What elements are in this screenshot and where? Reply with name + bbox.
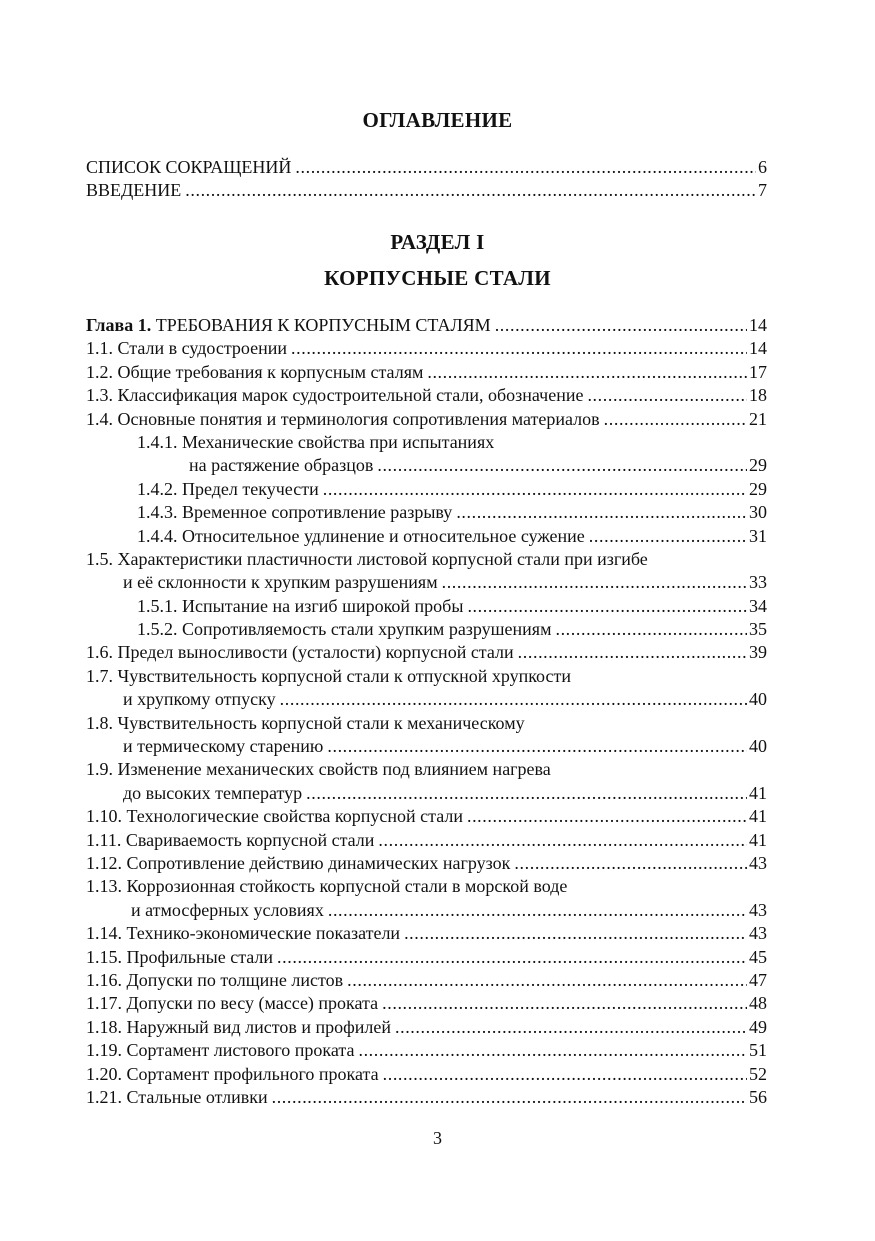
toc-entry-page: 39 (749, 642, 767, 663)
toc-entry-page: 41 (749, 806, 767, 827)
leader-dots (587, 384, 747, 407)
leader-dots (277, 946, 747, 969)
toc-entry-page: 30 (749, 502, 767, 523)
toc-entry[interactable] (86, 805, 767, 828)
toc-entry-page: 52 (749, 1063, 767, 1084)
toc-entry-label: ВВЕДЕНИЕ (86, 180, 182, 201)
toc-entry-label: и её склонности к хрупким разрушениям (123, 572, 438, 593)
toc-entry-label: 1.16. Допуски по толщине листов (86, 969, 344, 990)
toc-entry-label: 1.9. Изменение механических свойств под влиянием нагрева (86, 759, 551, 780)
toc-entry[interactable] (86, 1086, 767, 1109)
leader-dots (555, 618, 747, 641)
toc-entry-label: 1.19. Сортамент листового проката (86, 1040, 355, 1061)
toc-entry[interactable] (86, 688, 767, 711)
toc-entry-label: и хрупкому отпуску (123, 689, 276, 710)
toc-entry-page: 47 (749, 969, 767, 990)
leader-dots (306, 782, 747, 805)
toc-entry-label: 1.17. Допуски по весу (массе) проката (86, 993, 379, 1014)
toc-entry[interactable] (86, 571, 767, 594)
toc-entry-label: 1.15. Профильные стали (86, 946, 274, 967)
toc-entry-page: 14 (749, 338, 767, 359)
leader-dots (404, 922, 747, 945)
toc-entry[interactable] (86, 782, 767, 805)
toc-entry-heading[interactable] (86, 758, 767, 781)
toc-entry-label: 1.18. Наружный вид листов и профилей (86, 1016, 391, 1037)
chapter-contents (86, 314, 767, 1109)
leader-dots (442, 571, 747, 594)
toc-entry-heading[interactable] (86, 665, 767, 688)
toc-entry-page: 29 (749, 455, 767, 476)
toc-entry-page: 33 (749, 572, 767, 593)
leader-dots (382, 992, 747, 1015)
toc-entry-label: 1.14. Технико-экономические показатели (86, 923, 401, 944)
toc-entry[interactable] (86, 337, 767, 360)
leader-dots (395, 1016, 747, 1039)
toc-entry-page: 35 (749, 619, 767, 640)
page-title: ОГЛАВЛЕНИЕ (362, 108, 513, 132)
toc-entry-page: 17 (749, 361, 767, 382)
toc-entry-page: 21 (749, 408, 767, 429)
chapter-label (86, 314, 495, 337)
leader-dots (291, 337, 747, 360)
toc-entry[interactable] (86, 408, 767, 431)
leader-dots (383, 1063, 747, 1086)
leader-dots (377, 454, 747, 477)
toc-entry-label: 1.4. Основные понятия и терминология сопротивления материалов (86, 408, 600, 429)
leader-dots (185, 179, 756, 202)
toc-entry-page: 18 (749, 385, 767, 406)
toc-entry-page: 48 (749, 993, 767, 1014)
toc-entry[interactable] (86, 1063, 767, 1086)
toc-entry-label: 1.12. Сопротивление действию динамических нагрузок (86, 852, 511, 873)
toc-entry[interactable] (86, 156, 767, 179)
leader-dots (347, 969, 747, 992)
toc-entry-page: 6 (758, 157, 767, 177)
toc-entry-label: 1.1. Стали в судостроении (86, 338, 288, 359)
toc-entry-label: и атмосферных условиях (131, 899, 324, 920)
toc-entry-page: 40 (749, 689, 767, 710)
toc-entry-heading[interactable] (86, 431, 767, 454)
leader-dots (514, 852, 747, 875)
toc-entry-label: и термическому старению (123, 736, 324, 757)
toc-entry-label: 1.5.1. Испытание на изгиб широкой пробы (137, 595, 464, 616)
leader-dots (327, 735, 747, 758)
front-matter-list (86, 156, 767, 203)
leader-dots (604, 408, 747, 431)
leader-dots (328, 899, 747, 922)
toc-entry-label: 1.4.4. Относительное удлинение и относительное сужение (137, 525, 585, 546)
toc-entry[interactable] (86, 992, 767, 1015)
toc-entry-label: 1.5. Характеристики пластичности листовой корпусной стали при изгибе (86, 548, 648, 569)
toc-entry[interactable] (86, 501, 767, 524)
toc-entry-page: 56 (749, 1086, 767, 1107)
leader-dots (495, 314, 747, 337)
toc-entry-label: 1.4.2. Предел текучести (137, 478, 319, 499)
toc-entry[interactable] (86, 946, 767, 969)
toc-entry-page: 34 (749, 595, 767, 616)
toc-entry[interactable] (86, 922, 767, 945)
toc-entry[interactable] (86, 478, 767, 501)
toc-entry[interactable] (86, 595, 767, 618)
leader-dots (427, 361, 747, 384)
leader-dots (280, 688, 747, 711)
leader-dots (272, 1086, 747, 1109)
toc-entry[interactable] (86, 525, 767, 548)
toc-entry-label: 1.5.2. Сопротивляемость стали хрупким разрушениям (137, 619, 552, 640)
toc-entry[interactable] (86, 361, 767, 384)
toc-entry[interactable] (86, 384, 767, 407)
section-title: КОРПУСНЫЕ СТАЛИ (324, 266, 551, 290)
toc-entry-heading[interactable] (86, 875, 767, 898)
toc-entry[interactable] (86, 852, 767, 875)
toc-entry-heading[interactable] (86, 712, 767, 735)
toc-entry[interactable] (86, 1016, 767, 1039)
toc-entry-label: 1.20. Сортамент профильного проката (86, 1063, 379, 1084)
toc-entry-label: СПИСОК СОКРАЩЕНИЙ (86, 157, 292, 177)
section-number: РАЗДЕЛ I (390, 230, 485, 254)
leader-dots (295, 156, 756, 179)
toc-entry-page: 43 (749, 899, 767, 920)
toc-entry-label: 1.13. Коррозионная стойкость корпусной стали в морской воде (86, 876, 568, 897)
toc-entry[interactable] (86, 829, 767, 852)
toc-entry[interactable] (86, 454, 767, 477)
leader-dots (589, 525, 747, 548)
toc-entry[interactable] (86, 179, 767, 202)
chapter-title: ТРЕБОВАНИЯ К КОРПУСНЫМ СТАЛЯМ (155, 315, 491, 335)
toc-entry-label: 1.7. Чувствительность корпусной стали к отпускной хрупкости (86, 665, 571, 686)
leader-dots (358, 1039, 747, 1062)
toc-entry-label: 1.10. Технологические свойства корпусной стали (86, 806, 463, 827)
page-number: 3 (433, 1128, 442, 1148)
toc-entry[interactable] (86, 641, 767, 664)
toc-entry-label: 1.4.3. Временное сопротивление разрыву (137, 502, 453, 523)
toc-entry-label: 1.8. Чувствительность корпусной стали к механическому (86, 712, 525, 733)
toc-entry-page: 31 (749, 525, 767, 546)
toc-entry[interactable] (86, 735, 767, 758)
leader-dots (467, 595, 747, 618)
chapter-page: 14 (749, 315, 767, 335)
toc-entry-page: 41 (749, 782, 767, 803)
toc-entry-label: 1.2. Общие требования к корпусным сталям (86, 361, 424, 382)
toc-entry-page: 51 (749, 1040, 767, 1061)
leader-dots (518, 641, 747, 664)
toc-entry-label: до высоких температур (123, 782, 303, 803)
toc-entry[interactable] (86, 1039, 767, 1062)
chapter-prefix: Глава 1. (86, 315, 152, 335)
toc-entry-label: 1.11. Свариваемость корпусной стали (86, 829, 375, 850)
toc-entry-label: 1.4.1. Механические свойства при испытаниях (137, 431, 495, 452)
toc-entry-label: 1.21. Стальные отливки (86, 1086, 268, 1107)
toc-entry[interactable] (86, 618, 767, 641)
toc-entry-label: 1.6. Предел выносливости (усталости) корпусной стали (86, 642, 514, 663)
leader-dots (456, 501, 747, 524)
toc-entry-page: 45 (749, 946, 767, 967)
leader-dots (378, 829, 747, 852)
leader-dots (323, 478, 747, 501)
toc-entry-label: на растяжение образцов (189, 455, 374, 476)
toc-entry-heading[interactable] (86, 548, 767, 571)
toc-entry-page: 29 (749, 478, 767, 499)
toc-entry-page: 49 (749, 1016, 767, 1037)
toc-entry[interactable] (86, 899, 767, 922)
toc-entry-page: 41 (749, 829, 767, 850)
chapter-entry[interactable] (86, 314, 767, 337)
toc-entry-label: 1.3. Классификация марок судостроительной стали, обозначение (86, 385, 584, 406)
toc-entry[interactable] (86, 969, 767, 992)
toc-entry-page: 7 (758, 180, 767, 201)
toc-entry-page: 43 (749, 923, 767, 944)
toc-entry-page: 40 (749, 736, 767, 757)
leader-dots (467, 805, 747, 828)
toc-entry-page: 43 (749, 852, 767, 873)
